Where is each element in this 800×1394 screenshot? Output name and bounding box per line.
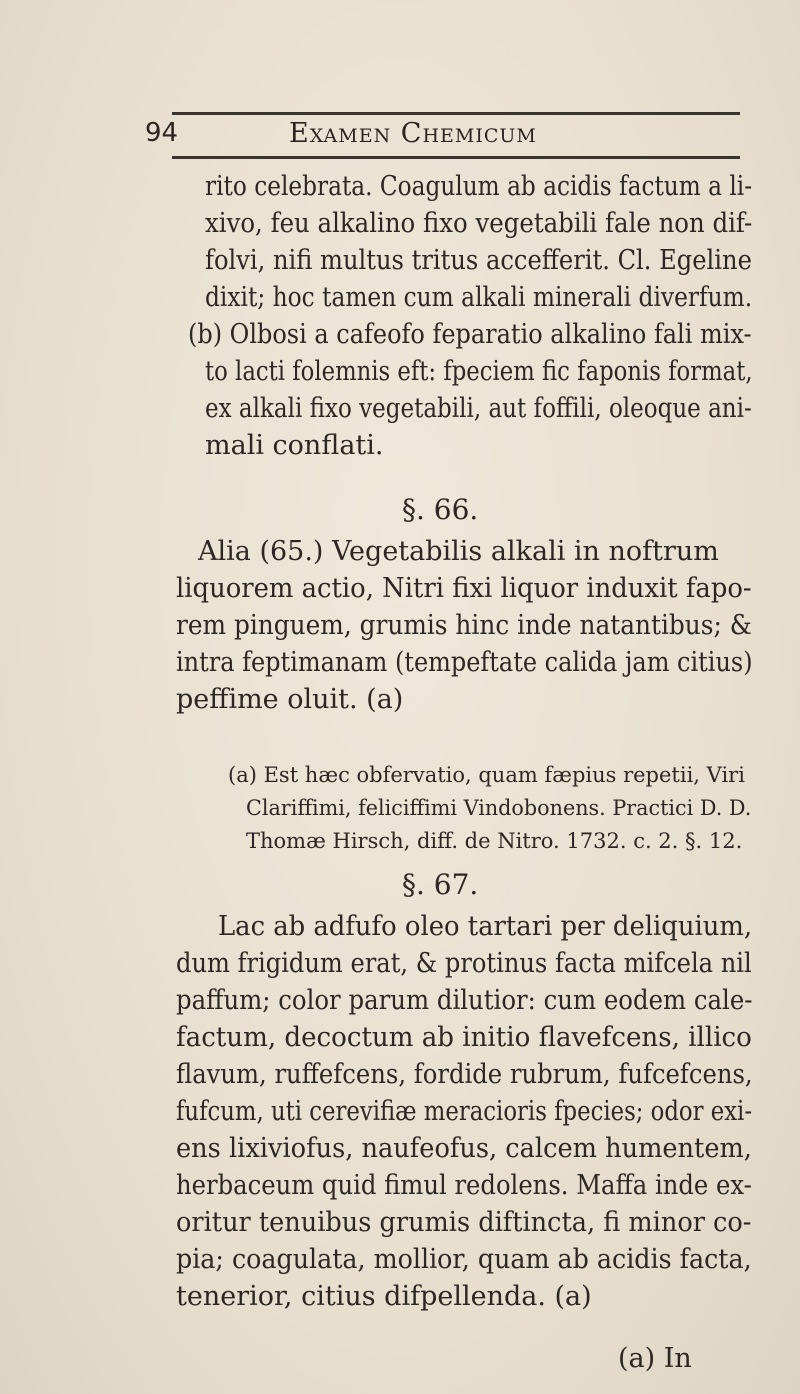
text-line: xivo, feu alkalino fixo vegetabili fale non dif-	[205, 208, 753, 239]
text-line: intra feptimanam (tempeftate calida jam citius)	[176, 647, 753, 678]
footnote-line: (a) Est hæc obfervatio, quam fæpius repetii, Viri	[228, 763, 745, 787]
running-head: Examen Chemicum	[289, 118, 537, 149]
text-line: ens lixiviofus, naufeofus, calcem humentem,	[176, 1133, 752, 1164]
text-line: to lacti folemnis eft: fpeciem fic faponis format,	[205, 356, 753, 387]
footnote-line: Thomæ Hirsch, diff. de Nitro. 1732. c. 2. §. 12.	[246, 829, 743, 853]
text-line: dixit; hoc tamen cum alkali minerali diverfum.	[205, 282, 753, 313]
text-line: pia; coagulata, mollior, quam ab acidis facta,	[176, 1244, 752, 1275]
text-line: paffum; color parum dilutior: cum eodem cale-	[176, 985, 753, 1016]
catchword: (a) In	[618, 1343, 692, 1374]
text-line: flavum, ruffefcens, fordide rubrum, fufcefcens,	[176, 1059, 753, 1090]
text-line: liquorem actio, Nitri fixi liquor induxit fapo-	[176, 573, 752, 604]
text-line: Alia (65.) Vegetabilis alkali in noftrum	[198, 536, 719, 567]
text-line: oritur tenuibus grumis diftincta, fi minor co-	[176, 1207, 752, 1238]
text-line: ex alkali fixo vegetabili, aut foffili, oleoque ani-	[205, 393, 752, 424]
section-heading-66: §. 66.	[402, 493, 479, 526]
text-line: Lac ab adfufo oleo tartari per deliquium,	[218, 911, 753, 942]
text-line: herbaceum quid fimul redolens. Maffa inde ex-	[176, 1170, 752, 1201]
text-line: folvi, nifi multus tritus accefferit. Cl. Egeline	[205, 245, 752, 276]
text-line: peffime oluit. (a)	[176, 684, 404, 715]
text-line: mali conflati.	[205, 430, 384, 461]
header-bottom-rule	[172, 156, 740, 159]
section-heading-67: §. 67.	[402, 868, 479, 901]
text-line: (b) Olbosi a cafeofo feparatio alkalino fali mix-	[188, 319, 752, 350]
text-line: tenerior, citius difpellenda. (a)	[176, 1281, 592, 1312]
header-top-rule	[172, 112, 740, 115]
text-line: dum frigidum erat, & protinus facta mifcela nil	[176, 948, 752, 979]
text-line: factum, decoctum ab initio flavefcens, illico	[176, 1022, 752, 1053]
text-line: rito celebrata. Coagulum ab acidis factum a li-	[205, 171, 753, 202]
page-number: 94	[145, 118, 179, 148]
text-line: fufcum, uti cerevifiæ meracioris fpecies; odor exi-	[176, 1096, 753, 1127]
footnote-line: Clariffimi, feliciffimi Vindobonens. Practici D. D.	[246, 796, 752, 820]
page-header	[145, 118, 735, 152]
text-line: rem pinguem, grumis hinc inde natantibus; &	[176, 610, 752, 641]
